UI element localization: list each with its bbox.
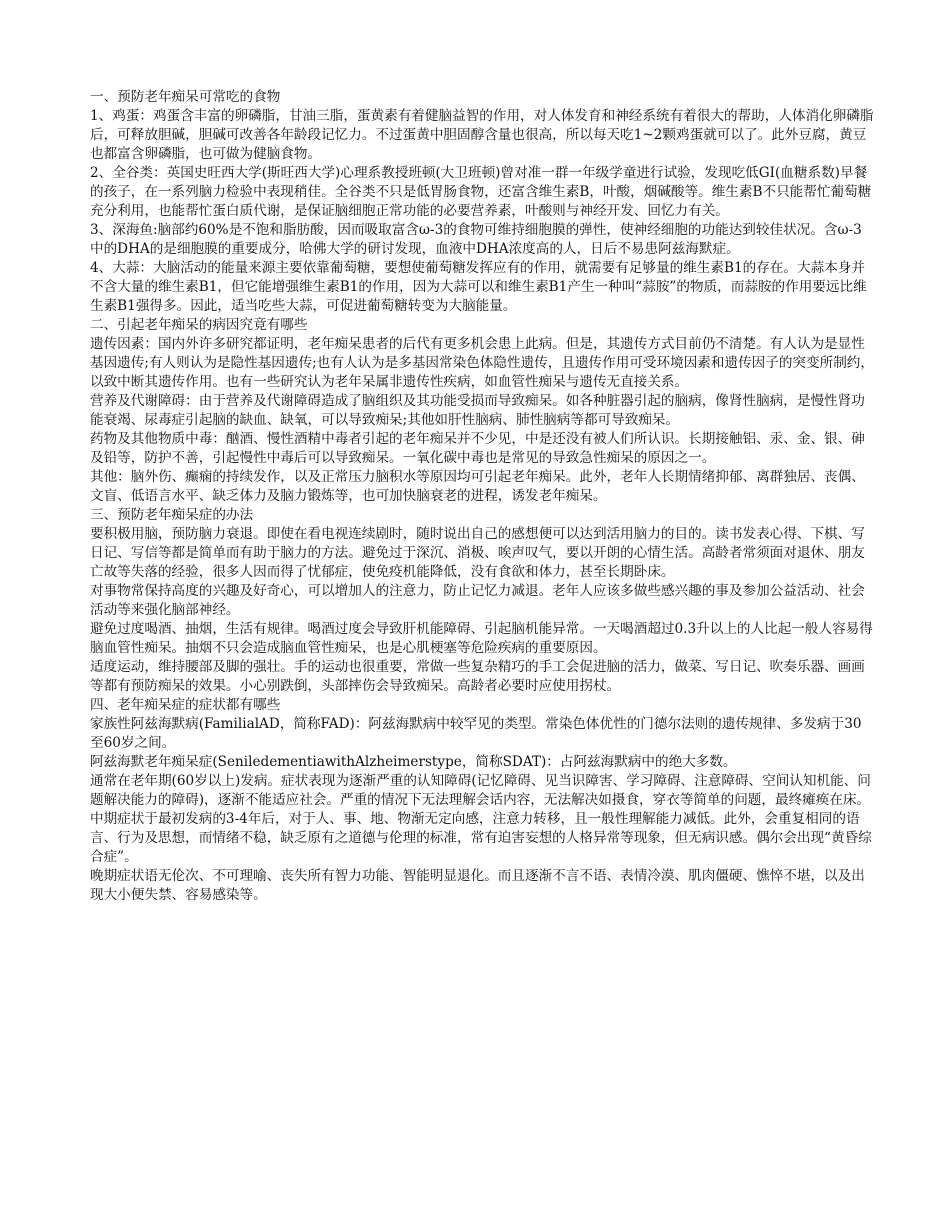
paragraph: 营养及代谢障碍：由于营养及代谢障碍造成了脑组织及其功能受损而导致痴呆。如各种脏器引起的脑病，像肾性脑病，是慢性肾功能衰竭、尿毒症引起脑的缺血、缺氧，可以导致痴呆;其他如肝性脑病、肺性脑病等都可导致痴呆。 xyxy=(90,393,865,428)
paragraph: 阿兹海默老年痴呆症(SeniledementiawithAlzheimerstype，简称SDAT)：占阿兹海默病中的绝大多数。 xyxy=(90,754,737,770)
paragraph: 家族性阿兹海默病(FamilialAD，简称FAD)：阿兹海默病中较罕见的类型。常染色体优性的门德尔法则的遗传规律、多发病于30至60岁之间。 xyxy=(90,716,862,751)
paragraph: 其他：脑外伤、癫痫的持续发作，以及正常压力脑积水等原因均可引起老年痴呆。此外，老年人长期情绪抑郁、离群独居、丧偶、文盲、低语言水平、缺乏体力及脑力锻炼等，也可加快脑衰老的进程，诱发老年痴呆。 xyxy=(90,469,865,504)
paragraph: 适度运动，维持腰部及脚的强壮。手的运动也很重要，常做一些复杂精巧的手工会促进脑的活力，做菜、写日记、吹奏乐器、画画等都有预防痴呆的效果。小心别跌倒，头部摔伤会导致痴呆。高龄者必要时应使用拐杖。 xyxy=(90,659,865,694)
paragraph: 遗传因素：国内外许多研究都证明，老年痴呆患者的后代有更多机会患上此病。但是，其遗传方式目前仍不清楚。有人认为是显性基因遗传;有人则认为是隐性基因遗传;也有人认为是多基因常染色体隐性遗传，且遗传作用可受环境因素和遗传因子的突变所制约，以致中断其遗传作用。也有一些研究认为老年呆属非遗传性疾病，如血管性痴呆与遗传无直接关系。 xyxy=(90,336,874,390)
document-body xyxy=(90,88,874,905)
paragraph: 晚期症状语无伦次、不可理喻、丧失所有智力功能、智能明显退化。而且逐渐不言不语、表情冷漠、肌肉僵硬、憔悴不堪，以及出现大小便失禁、容易感染等。 xyxy=(90,868,865,903)
paragraph: 2、全谷类：英国史旺西大学(斯旺西大学)心理系教授班顿(大卫班顿)曾对准一群一年级学童进行试验，发现吃低GI(血糖系数)早餐的孩子，在一系列脑力检验中表现稍佳。全谷类不只是低胃肠食物，还富含维生素B，叶酸，烟碱酸等。维生素B不只能帮忙葡萄糖充分利用，也能帮忙蛋白质代谢，是保证脑细胞正常功能的必要营养素，叶酸则与神经开发、回忆力有关。 xyxy=(90,165,872,219)
section-heading: 三、预防老年痴呆症的办法 xyxy=(90,507,254,523)
paragraph: 1、鸡蛋：鸡蛋含丰富的卵磷脂，甘油三脂，蛋黄素有着健脑益智的作用，对人体发育和神经系统有着很大的帮助，人体消化卵磷脂后，可释放胆碱，胆碱可改善各年龄段记忆力。不过蛋黄中胆固醇含量也很高，所以每天吃1~2颗鸡蛋就可以了。此外豆腐，黄豆也都富含卵磷脂，也可做为健脑食物。 xyxy=(90,108,874,162)
paragraph: 中期症状于最初发病的3-4年后，对于人、事、地、物渐无定向感，注意力转移，且一般性理解能力减低。此外，会重复相同的语言、行为及思想，而情绪不稳，缺乏原有之道德与伦理的标准，常有迫害妄想的人格异常等现象，但无病识感。偶尔会出现“黄昏综合症”。 xyxy=(90,811,872,865)
section-heading: 四、老年痴呆症的症状都有哪些 xyxy=(90,697,281,713)
paragraph: 要积极用脑，预防脑力衰退。即使在看电视连续剧时，随时说出自己的感想便可以达到活用脑力的目的。读书发表心得、下棋、写日记、写信等都是简单而有助于脑力的方法。避免过于深沉、消极、唉声叹气，要以开朗的心情生活。高龄者常须面对退休、朋友亡故等失落的经验，很多人因而得了忧郁症，使免疫机能降低，没有食欲和体力，甚至长期卧床。 xyxy=(90,526,865,580)
section-heading: 一、预防老年痴呆可常吃的食物 xyxy=(90,89,281,105)
paragraph: 通常在老年期(60岁以上)发病。症状表现为逐渐严重的认知障碍(记忆障碍、见当识障害、学习障碍、注意障碍、空间认知机能、问题解决能力的障碍)，逐渐不能适应社会。严重的情况下无法理解会话内容，无法解决如摄食，穿衣等简单的问题，最终瘫痪在床。 xyxy=(90,773,871,808)
paragraph: 药物及其他物质中毒：酗酒、慢性酒精中毒者引起的老年痴呆并不少见，中是还没有被人们所认识。长期接触铝、汞、金、银、砷及铅等，防护不善，引起慢性中毒后可以导致痴呆。一氧化碳中毒也是常见的导致急性痴呆的原因之一。 xyxy=(90,431,865,466)
paragraph: 避免过度喝酒、抽烟，生活有规律。喝酒过度会导致肝机能障碍、引起脑机能异常。一天喝酒超过0.3升以上的人比起一般人容易得脑血管性痴呆。抽烟不只会造成脑血管性痴呆，也是心肌梗塞等危险疾病的重要原因。 xyxy=(90,621,873,656)
paragraph: 对事物常保持高度的兴趣及好奇心，可以增加人的注意力，防止记忆力减退。老年人应该多做些感兴趣的事及参加公益活动、社会活动等来强化脑部神经。 xyxy=(90,583,865,618)
paragraph: 3、深海鱼:脑部约60%是不饱和脂肪酸，因而吸取富含ω-3的食物可维持细胞膜的弹性，使神经细胞的功能达到较佳状况。含ω-3中的DHA的是细胞膜的重要成分，哈佛大学的研讨发现，血液中DHA浓度高的人，日后不易患阿兹海默症。 xyxy=(90,222,862,257)
paragraph: 4、大蒜：大脑活动的能量来源主要依靠葡萄糖，要想使葡萄糖发挥应有的作用，就需要有足够量的维生素B1的存在。大蒜本身并不含大量的维生素B1，但它能增强维生素B1的作用，因为大蒜可以和维生素B1产生一种叫“蒜胺”的物质，而蒜胺的作用要远比维生素B1强得多。因此，适当吃些大蒜，可促进葡萄糖转变为大脑能量。 xyxy=(90,260,867,314)
section-heading: 二、引起老年痴呆的病因究竟有哪些 xyxy=(90,317,308,333)
